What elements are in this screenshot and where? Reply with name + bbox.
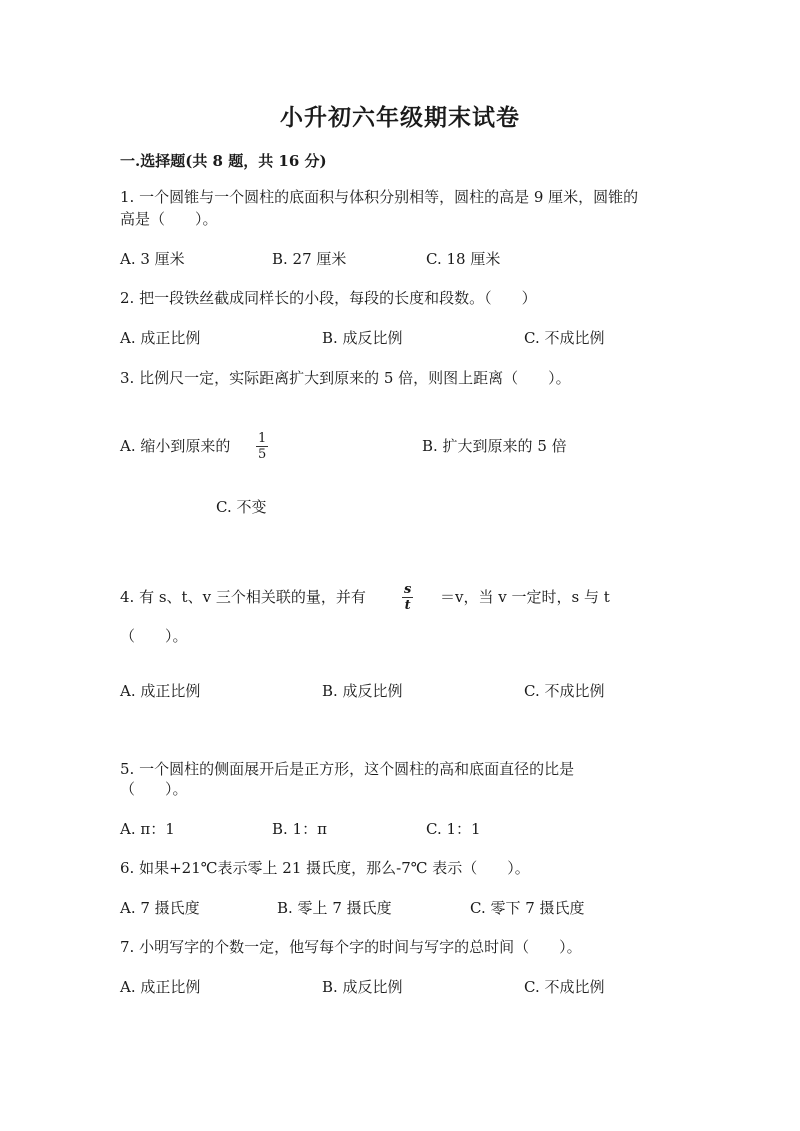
option-b[interactable]: B. 成反比例 [322,329,403,347]
page-title: 小升初六年级期末试卷 [280,104,520,131]
option-c[interactable]: C. 不变 [216,498,267,516]
option-a[interactable]: A. 成正比例 [120,682,201,700]
question-text: 高是（ ）。 [120,210,218,228]
option-a[interactable]: A. 成正比例 [120,329,201,347]
option-a[interactable]: A. 7 摄氏度 [120,899,200,917]
option-c[interactable]: C. 1：1 [426,820,481,838]
question-text: 7. 小明写字的个数一定，他写每个字的时间与写字的总时间（ ）。 [120,938,582,956]
option-b[interactable]: B. 成反比例 [322,978,403,996]
section-heading: 一.选择题(共 8 题，共 16 分) [120,152,327,170]
option-c[interactable]: C. 不成比例 [524,978,605,996]
fraction-denominator: 5 [258,447,267,462]
fraction-numerator: s [404,582,412,597]
question-text: 1. 一个圆锥与一个圆柱的底面积与体积分别相等，圆柱的高是 9 厘米，圆锥的 [120,188,639,206]
question-text: （ ）。 [120,627,188,645]
option-b[interactable]: B. 成反比例 [322,682,403,700]
option-b[interactable]: B. 扩大到原来的 5 倍 [422,437,567,455]
fraction-denominator: t [404,598,411,613]
option-c[interactable]: C. 零下 7 摄氏度 [470,899,585,917]
fraction-numerator: 1 [258,431,267,446]
option-b[interactable]: B. 27 厘米 [272,250,347,268]
question-text: 5. 一个圆柱的侧面展开后是正方形，这个圆柱的高和底面直径的比是 [120,760,575,778]
option-b[interactable]: B. 1：π [272,820,327,838]
fraction-one-fifth [256,431,268,462]
question-text: 4. 有 s、t、v 三个相关联的量，并有 [120,588,366,606]
option-a[interactable]: A. π：1 [120,820,175,838]
question-text: （ ）。 [120,780,188,798]
fraction-s-over-t [402,582,413,613]
option-b[interactable]: B. 零上 7 摄氏度 [277,899,392,917]
option-a[interactable]: A. 成正比例 [120,978,201,996]
question-text: 6. 如果+21℃表示零上 21 摄氏度，那么-7℃ 表示（ ）。 [120,859,530,877]
option-a[interactable]: A. 3 厘米 [120,250,185,268]
option-c[interactable]: C. 18 厘米 [426,250,501,268]
question-text: ＝v，当 v 一定时，s 与 t [440,588,610,606]
option-a[interactable]: A. 缩小到原来的 [120,437,231,455]
option-c[interactable]: C. 不成比例 [524,682,605,700]
question-text: 2. 把一段铁丝截成同样长的小段，每段的长度和段数。（ ） [120,289,537,307]
question-text: 3. 比例尺一定，实际距离扩大到原来的 5 倍，则图上距离（ ）。 [120,369,571,387]
option-c[interactable]: C. 不成比例 [524,329,605,347]
